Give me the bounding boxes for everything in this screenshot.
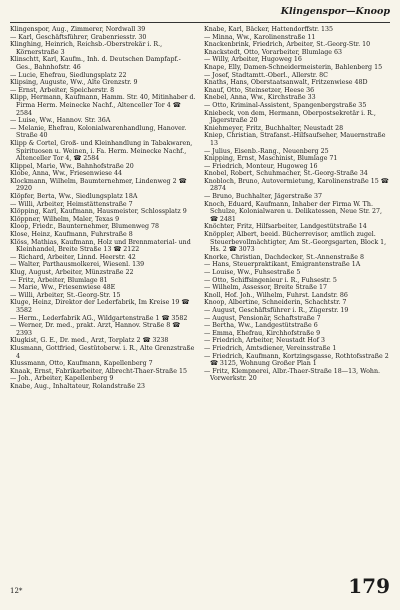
directory-entry: Klöpfer, Berta, Ww., Siedlungsplatz 18A bbox=[10, 193, 138, 201]
directory-entry: Knauf, Otto, Steinsetzer, Heese 36 bbox=[204, 86, 315, 94]
directory-entry: Knoll, Hof. Joh., Wilhelm, Fuhrst. Landstr. 86 bbox=[204, 291, 348, 299]
directory-entry: — Friedrich, Amtsdiener, Vereinsstraße 1 bbox=[204, 344, 337, 352]
directory-entry: Klöppner, Wilhelm, Maler, Texas 9 bbox=[10, 215, 120, 223]
directory-entry: — Joh., Arbeiter, Kapellenberg 9 bbox=[10, 375, 114, 383]
directory-entry: Klinghing, Heinrich, Reichsb.-Oberstrekär i. R., Körnerstraße 3 bbox=[10, 41, 163, 56]
directory-entry: Knorke, Christian, Dachdecker, St.-Annenstraße 8 bbox=[204, 253, 365, 261]
directory-entry: — Fritz, Klempnerei, Albr.-Thaer-Straße 18—13, Wohn. Vorwerkstr. 20 bbox=[204, 367, 381, 383]
directory-entry: Klug, August, Arbeiter, Münzstraße 22 bbox=[10, 269, 134, 276]
directory-entry: — Ernst, Arbeiter, Speicherstr. 8 bbox=[10, 86, 115, 94]
directory-entry: — Lucie, Ehefrau, Siedlungsplatz 22 bbox=[10, 71, 127, 79]
directory-entry: — Friedrich, Arbeiter, Neustadt Hof 3 bbox=[204, 337, 325, 345]
directory-entry: Klockmann, Wilhelm, Baumternehmer, Lindenweg 2 ☎ 2920 bbox=[10, 177, 187, 193]
page-number: 179 bbox=[348, 574, 390, 598]
directory-entry: Klose, Heinz, Kaufmann, Fuhrstraße 8 bbox=[10, 231, 133, 239]
directory-entry: Klugkist, G. E., Dr. med., Arzt, Torplatz 2 ☎ 3238 bbox=[10, 337, 169, 345]
directory-entry: Knackstedt, Otto, Vorarbeiter, Blumlage 63 bbox=[204, 48, 343, 56]
directory-entry: — Fritz, Arbeiter, Blumlage 81 bbox=[10, 276, 108, 284]
directory-entry: — Bertha, Ww., Landgestütstraße 6 bbox=[204, 322, 318, 330]
directory-entry: — Friedrich, Monteur, Hugoweg 16 bbox=[204, 162, 318, 170]
directory-entry: Kniebeck, von dem, Hermann, Oberpostsekretär i. R., Jägerstraße 20 bbox=[204, 109, 376, 125]
directory-entry: — Marie, Ww., Friesenwiese 48E bbox=[10, 284, 116, 292]
directory-entry: — Emma, Ehefrau, Kirchhofstraße 9 bbox=[204, 329, 321, 337]
directory-entry: Klussmann, Otto, Kaufmann, Kapellenberg 7 bbox=[10, 360, 153, 368]
directory-entry: — Julius, Eisenb.-Rang., Neuenberg 25 bbox=[204, 147, 329, 155]
directory-entry: — Luise, Ww., Hannov. Str. 36A bbox=[10, 117, 111, 125]
directory-entry: Klöpping, Karl, Kaufmann, Hausmeister, Schlossplatz 9 bbox=[10, 208, 187, 216]
directory-entry: — Willy, Arbeiter, Hugoweg 16 bbox=[204, 56, 302, 64]
directory-entry: Knobloch, Bruno, Autovermietung, Karolinenstraße 15 ☎ 2874 bbox=[204, 177, 389, 193]
directory-entry: — Werner, Dr. med., prakt. Arzt, Hannov. Straße 8 ☎ 2393 bbox=[10, 322, 181, 337]
directory-entry: — August, Pensionär, Schaftstraße 7 bbox=[204, 314, 321, 322]
directory-entry: Knaths, Hans, Oberstaatsanwalt, Fritzenwiese 48D bbox=[204, 79, 368, 87]
directory-entry: Knöchter, Fritz, Hilfsarbeiter, Landgestütstraße 14 bbox=[204, 223, 367, 231]
directory-entry: — Wilhelm, Assessor, Breite Straße 17 bbox=[204, 284, 327, 292]
directory-entry: Knebel, Anna, Ww., Kirchstraße 33 bbox=[204, 94, 316, 102]
directory-entry: — Otto, Schiffsingenieur i. R., Fuhsestr. 5 bbox=[204, 276, 337, 284]
directory-entry: Knoop, Albertine, Schneiderin, Schachtstr. 7 bbox=[204, 299, 347, 307]
running-head: Klingenspor—Knoop bbox=[280, 6, 390, 17]
directory-entry: — Friedrich, Kaufmann, Kortzingsgasse, Rothtofsstraße 2 ☎ 3125, Wohnung Großer Plan 1 bbox=[204, 352, 389, 368]
directory-entry: Kloop, Friedr., Baunternehmer, Blumenweg 78 bbox=[10, 223, 160, 231]
directory-entry: Knabe, Karl, Bäcker, Hattendorffstr. 135 bbox=[204, 26, 334, 33]
directory-entry: Klippel, Marie, Ww., Bahnhofstraße 20 bbox=[10, 162, 134, 170]
left-column bbox=[10, 26, 196, 391]
directory-entry: Kniep, Christian, Strafanst.-Hilfsaufseher, Mauernstraße 13 bbox=[204, 132, 386, 147]
directory-entry: — Josef, Stadtamtt.-Oberl., Allerstr. 8C bbox=[204, 71, 328, 79]
signature-mark: 12* bbox=[10, 587, 23, 595]
directory-entry: Knabe, Aug., Inhaltateur, Rolandstraße 23 bbox=[10, 382, 146, 390]
right-column bbox=[204, 26, 390, 391]
directory-entry: Knackenbrink, Friedrich, Arbeiter, St.-Georg-Str. 10 bbox=[204, 41, 371, 49]
directory-entry: — Melanie, Ehefrau, Kolonialwarenhandlung, Hanover. Straße 40 bbox=[10, 124, 187, 140]
directory-entry: — Walter, Parthausmolkerei, Wiesenl. 139 bbox=[10, 261, 145, 269]
directory-entry: Kniehmeyer, Fritz, Buchhalter, Neustadt 28 bbox=[204, 124, 344, 132]
directory-entry: — Karl, Geschäftsführer, Grabenriesstr. 30 bbox=[10, 33, 147, 41]
directory-entry: Klipp, Hermann, Kaufmann, Hamm. Str. 40, Mitinhaber d. Firma Herm. Meinecke Nachf., Altenceller Tor 4 ☎ 2584 bbox=[10, 94, 196, 117]
directory-entry: — Minna, Ww., Karolinenstraße 11 bbox=[204, 33, 316, 41]
directory-entry: Knipping, Ernst, Maschinist, Blumlage 71 bbox=[204, 155, 338, 163]
directory-entry: Knöppler, Albert, beeid. Bücherrevisor, amtlich zugel. Steuerbevollmächtigter, Am St.-Georgsgarten, Block 1, Hs. 2 ☎ 3073 bbox=[204, 231, 387, 254]
directory-entry: — Willi, Arbeiter, St.-Georg-Str. 15 bbox=[10, 291, 121, 299]
directory-entry: — Louise, Ww., Fuhsestraße 5 bbox=[204, 269, 301, 276]
directory-entry: — Bruno, Buchhalter, Jägerstraße 37 bbox=[204, 193, 323, 201]
directory-entry: Kluge, Heinz, Direktor der Lederfabrik, Im Kreise 19 ☎ 3582 bbox=[10, 299, 190, 314]
directory-entry: — Richard, Arbeiter, Linnd. Heerstr. 42 bbox=[10, 253, 136, 261]
directory-entry: — Herm., Lederfabrik AG., Wildgartenstraße 1 ☎ 3582 bbox=[10, 314, 188, 322]
directory-entry: Klusmann, Gottfried, Gestütoberw. i. R., Alte Grenzstraße 4 bbox=[10, 344, 195, 360]
directory-entry: Klobe, Anna, Ww., Friesenwiese 44 bbox=[10, 170, 123, 178]
directory-entry: — August, Geschäftsführer i. R., Zügerstr. 19 bbox=[204, 306, 349, 314]
directory-entry: Klöss, Mathias, Kaufmann, Holz und Brennmaterial- und Kleinhandel, Breite Straße 13 ☎ 2122 bbox=[10, 238, 191, 254]
directory-entry: — Otto, Kriminal-Assistent, Spangenbergstraße 35 bbox=[204, 101, 367, 109]
directory-entry: — Hans, Steuerpraktikant, Emigrantenstraße 1A bbox=[204, 261, 361, 269]
page-footer bbox=[10, 574, 390, 598]
directory-entry: Knape, Elly, Damen-Schneidermeisterin, Bahlenberg 15 bbox=[204, 63, 383, 71]
directory-entry: Knoch, Eduard, Kaufmann, Inhaber der Firma W. Th. Schulze, Kolonialwaren u. Delikatessen, Neue Str. 27, ☎ 2481 bbox=[204, 200, 383, 223]
directory-entry: Knaak, Ernst, Fabrikarbeiter, Albrecht-Thaer-Straße 15 bbox=[10, 367, 187, 375]
directory-entry: — Willi, Arbeiter, Heimstättenstraße 7 bbox=[10, 200, 133, 208]
directory-entry: Knobel, Robert, Schuhmacher, St.-Georg-Straße 34 bbox=[204, 170, 368, 178]
directory-entry: Klinschtt, Karl, Kaufm., Inh. d. Deutschen Dampfapf.-Ges., Bahnhofstr. 46 bbox=[10, 56, 181, 71]
directory-entry: Klipp & Cortel, Groß- und Kleinhandlung in Tabakwaren, Spirituosen u. Weinen, i. Fa. Herm. Meinecke Nachf., Altenceller Tor 4, ☎ 2584 bbox=[10, 139, 193, 163]
directory-entry: Klingenspor, Aug., Zimmerer, Nordwall 39 bbox=[10, 26, 146, 33]
page-header bbox=[10, 6, 390, 23]
directory-entry: Klipsing, Auguste, Ww., Alte Grenzstr. 9 bbox=[10, 79, 138, 87]
entry-columns bbox=[10, 26, 390, 391]
